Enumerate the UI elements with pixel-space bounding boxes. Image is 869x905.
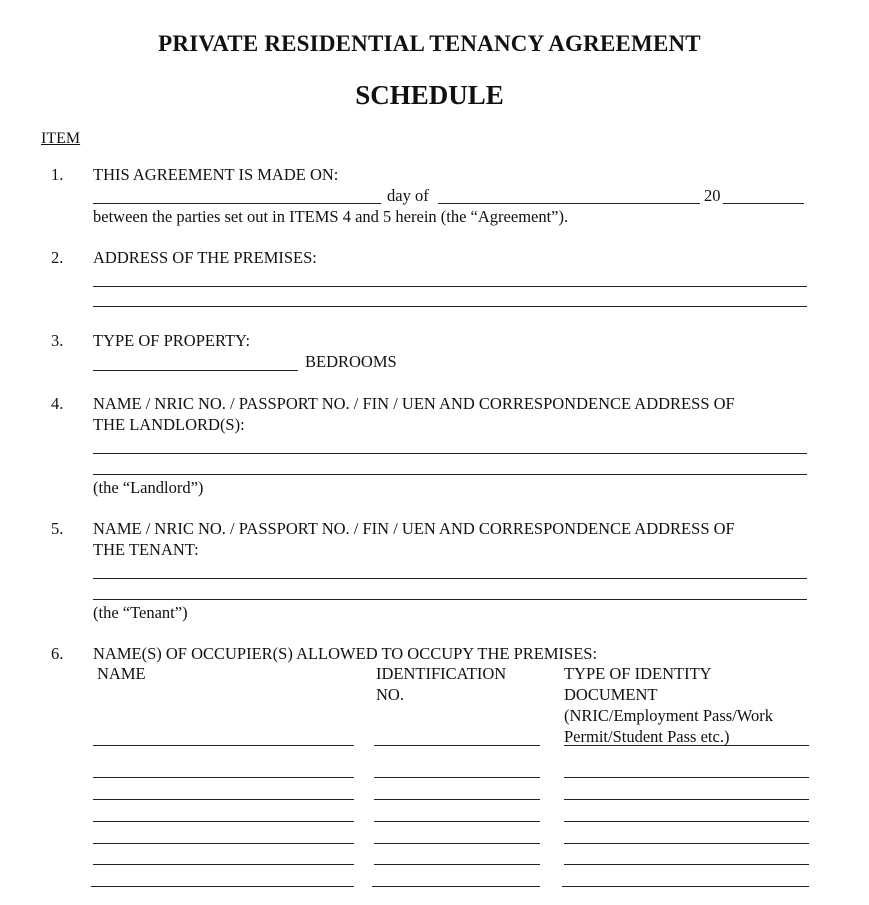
- tenant-definition: (the “Tenant”): [93, 603, 188, 622]
- item-number-5: 5.: [51, 519, 64, 538]
- occupier-doc-header-2: DOCUMENT: [564, 685, 658, 704]
- tenant-field-2[interactable]: [93, 599, 807, 600]
- agreement-parties-text: between the parties set out in ITEMS 4 and 5 herein (the “Agreement”).: [93, 207, 569, 226]
- item-number-1: 1.: [51, 165, 64, 184]
- occupier-doc-header-4: Permit/Student Pass etc.): [564, 727, 730, 746]
- occupier-name-field[interactable]: [93, 799, 354, 800]
- schedule-heading: SCHEDULE: [355, 80, 504, 110]
- occupier-name-field[interactable]: [93, 843, 354, 844]
- occupier-id-field[interactable]: [372, 886, 540, 887]
- occupier-name-field[interactable]: [93, 821, 354, 822]
- property-type-label: TYPE OF PROPERTY:: [93, 331, 251, 350]
- occupier-doc-field[interactable]: [564, 799, 809, 800]
- tenant-label-cont: THE TENANT:: [93, 540, 199, 559]
- tenant-field-1[interactable]: [93, 578, 807, 579]
- document-title: PRIVATE RESIDENTIAL TENANCY AGREEMENT: [158, 31, 701, 56]
- occupier-id-field[interactable]: [374, 843, 540, 844]
- date-day-field[interactable]: [93, 203, 381, 204]
- item-number-6: 6.: [51, 644, 64, 663]
- date-month-field[interactable]: [438, 203, 700, 204]
- occupier-id-field[interactable]: [374, 821, 540, 822]
- item-number-2: 2.: [51, 248, 64, 267]
- premises-address-field-2[interactable]: [93, 306, 807, 307]
- occupier-name-field[interactable]: [91, 886, 354, 887]
- occupier-id-field[interactable]: [374, 799, 540, 800]
- occupier-name-field[interactable]: [93, 745, 354, 746]
- premises-address-field-1[interactable]: [93, 286, 807, 287]
- tenant-details-label: NAME / NRIC NO. / PASSPORT NO. / FIN / UEN AND CORRESPONDENCE ADDRESS OF: [93, 519, 735, 538]
- agreement-date-label: THIS AGREEMENT IS MADE ON:: [93, 165, 339, 184]
- occupier-id-field[interactable]: [374, 745, 540, 746]
- item-number-3: 3.: [51, 331, 64, 350]
- bedrooms-label: BEDROOMS: [305, 352, 397, 371]
- occupier-id-field[interactable]: [374, 777, 540, 778]
- year-prefix-label: 20: [704, 186, 721, 205]
- occupier-doc-field[interactable]: [564, 745, 809, 746]
- occupier-name-field[interactable]: [93, 864, 354, 865]
- landlord-field-2[interactable]: [93, 474, 807, 475]
- occupier-doc-header-3: (NRIC/Employment Pass/Work: [564, 706, 774, 725]
- occupier-id-header-2: NO.: [376, 685, 404, 704]
- occupiers-label: NAME(S) OF OCCUPIER(S) ALLOWED TO OCCUPY THE PREMISES:: [93, 644, 598, 663]
- occupier-id-header-1: IDENTIFICATION: [376, 664, 507, 683]
- occupier-doc-field[interactable]: [564, 864, 809, 865]
- occupier-doc-field[interactable]: [564, 777, 809, 778]
- landlord-details-label: NAME / NRIC NO. / PASSPORT NO. / FIN / UEN AND CORRESPONDENCE ADDRESS OF: [93, 394, 735, 413]
- item-number-4: 4.: [51, 394, 64, 413]
- occupier-doc-header-1: TYPE OF IDENTITY: [564, 664, 712, 683]
- occupier-name-header: NAME: [97, 664, 146, 683]
- occupier-doc-field[interactable]: [564, 843, 809, 844]
- landlord-definition: (the “Landlord”): [93, 478, 204, 497]
- occupier-id-field[interactable]: [374, 864, 540, 865]
- landlord-label-cont: THE LANDLORD(S):: [93, 415, 245, 434]
- occupier-doc-field[interactable]: [564, 821, 809, 822]
- item-column-heading: ITEM: [41, 130, 81, 147]
- occupier-doc-field[interactable]: [562, 886, 809, 887]
- premises-address-label: ADDRESS OF THE PREMISES:: [93, 248, 317, 267]
- day-of-label: day of: [387, 186, 429, 205]
- date-year-field[interactable]: [723, 203, 804, 204]
- landlord-field-1[interactable]: [93, 453, 807, 454]
- bedrooms-field[interactable]: [93, 370, 298, 371]
- occupier-name-field[interactable]: [93, 777, 354, 778]
